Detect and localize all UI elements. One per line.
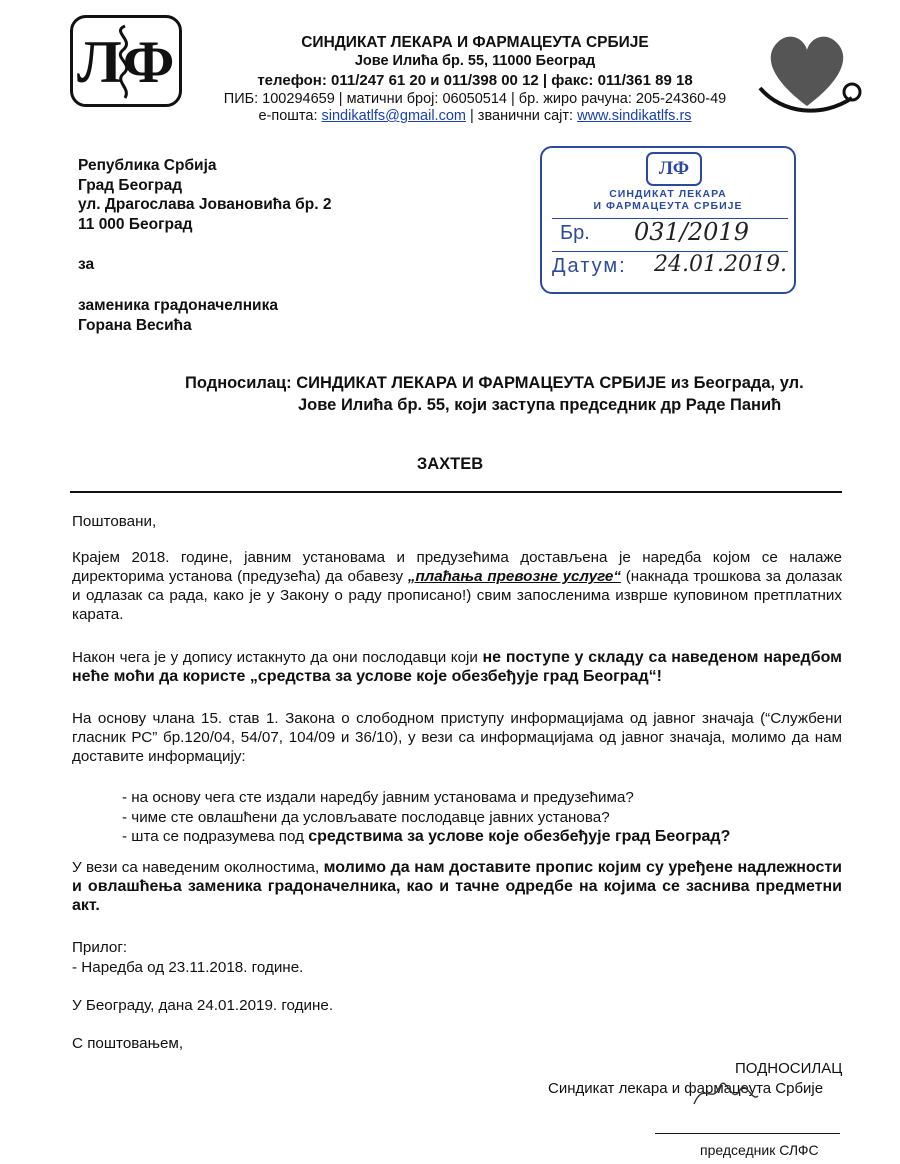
paragraph-1-emphasis: „плаћања превозне услуге“ [407, 568, 621, 585]
org-address: Јове Илића бр. 55, 11000 Београд [354, 53, 596, 69]
closing: С поштовањем, [72, 1035, 184, 1052]
stamp-org-line1: СИНДИКАТ ЛЕКАРА [609, 188, 727, 200]
paragraph-4-text: У вези са наведеним околностима, [72, 859, 324, 876]
stamp-org-line2: И ФАРМАЦЕУТА СРБИЈЕ [593, 200, 743, 212]
title-rule [70, 491, 842, 493]
recipient-line: ул. Драгослава Јовановића бр. 2 [78, 196, 332, 213]
question-item-emphasis: средствима за услове које обезбеђује град Београд? [308, 828, 731, 845]
site-label: | званични сајт: [470, 108, 574, 124]
paragraph-2-emphasis: не поступе у складу са наведеном наредбом неће моћи да користе „средства за услове које обезбеђује град Београд“! [72, 649, 842, 685]
salutation: Поштовани, [72, 513, 157, 530]
recipient-line: 11 000 Београд [78, 215, 193, 233]
paragraph-4 [72, 858, 842, 915]
attachment-item: - Наредба од 23.11.2018. године. [72, 959, 304, 976]
signature-title: председник СЛФС [700, 1142, 819, 1158]
addressee-title: заменика градоначелника [78, 297, 278, 314]
recipient-line: Град Београд [78, 176, 183, 194]
question-list [122, 788, 730, 847]
document-title: ЗАХТЕВ [416, 455, 484, 473]
place-date: У Београду, дана 24.01.2019. године. [72, 997, 334, 1014]
paragraph-3: На основу члана 15. став 1. Закона о слободном приступу информацијама од јавног значаја (“Службени гласник РС” бр.120/04, 54/07, 104/09 и 36/10), у вези са информацијама од јавног значаја, молимо да нам доставите информацију: [72, 710, 842, 765]
website-link[interactable]: www.sindikatlfs.rs [577, 108, 692, 124]
stamp-number-value: 031/2019 [634, 218, 749, 246]
submitter-line1: Подносилац: СИНДИКАТ ЛЕКАРА И ФАРМАЦЕУТА СРБИЈЕ из Београда, ул. [185, 374, 804, 392]
recipient-block [78, 156, 331, 234]
paragraph-1-text-b: (накнада трошкова за долазак и одлазак са рада, како је у Закону о раду прописано!) свим запосленима изврше куповином претплатних карата. [72, 568, 842, 623]
question-item-text: - шта се подразумева под [122, 828, 309, 845]
submitter-line2: Јове Илића бр. 55, који заступа председник др Раде Панић [298, 396, 782, 414]
signature-line [655, 1133, 840, 1134]
registry-stamp [540, 146, 796, 294]
stamp-date-value: 24.01.2019. [654, 252, 787, 277]
phone-line: телефон: 011/247 61 20 и 011/398 00 12 | факс: 011/361 89 18 [257, 72, 693, 89]
stamp-logo: ЛФ [646, 152, 702, 186]
addressee-name: Горана Весића [78, 316, 192, 334]
paragraph-2 [72, 648, 842, 686]
union-logo [70, 15, 182, 107]
email-label: е-пошта: [258, 108, 318, 124]
stamp-date-label: Датум: [552, 255, 627, 277]
attachment-label: Прилог: [72, 939, 128, 956]
question-item: - на основу чега сте издали наредбу јавним установама и предузећима? [122, 789, 634, 806]
paragraph-1 [72, 548, 842, 624]
paragraph-1-text-a: Крајем 2018. године, јавним установама и предузећима достављена је наредба којом се налаже директорима установа (предузећа) да обавезу [72, 549, 842, 585]
for-label: за [78, 256, 95, 273]
signature-role: ПОДНОСИЛАЦ [735, 1060, 843, 1077]
heart-stethoscope-icon [752, 18, 862, 122]
question-item: - чиме сте овлашћени да условљавате послодавце јавних установа? [122, 808, 610, 826]
paragraph-2-text: Након чега је у допису истакнуто да они послодавци који [72, 649, 483, 666]
contact-line [190, 108, 760, 124]
question-item [122, 827, 730, 847]
ids-line: ПИБ: 100294659 | матични број: 06050514 | бр. жиро рачуна: 205-24360-49 [223, 91, 727, 107]
paragraph-4-emphasis: молимо да нам доставите пропис којим су уређене надлежности и овлашћења заменика градоначелника, као и тачне одредбе на којима се заснива предметни акт. [72, 859, 843, 914]
org-name: СИНДИКАТ ЛЕКАРА И ФАРМАЦЕУТА СРБИЈЕ [301, 34, 649, 51]
recipient-line: Република Србија [78, 157, 217, 174]
logo-letters: ЛФ [77, 29, 177, 95]
addressee-block [78, 296, 278, 335]
handwritten-signature [690, 1076, 760, 1110]
signature-org: Синдикат лекара и фармацеута Србије [548, 1080, 824, 1097]
email-link[interactable]: sindikatlfs@gmail.com [321, 108, 466, 124]
stamp-number-label: Бр. [560, 222, 590, 244]
